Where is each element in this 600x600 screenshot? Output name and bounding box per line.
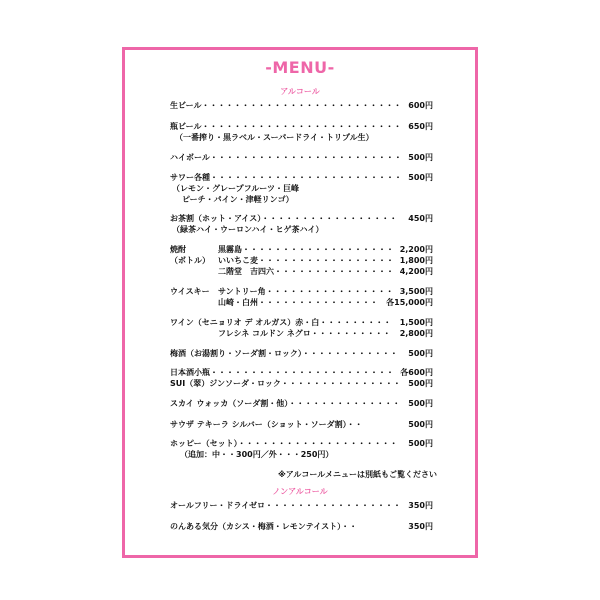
item-name: のんある気分（カシス・梅酒・レモンテイスト）・・ [170,522,358,531]
menu-title: -MENU- [265,58,335,77]
item-name: サワー各種・・・・・・・・・・・・・・・・・・・・・・・・ [170,173,402,182]
item-name: 生ビール・・・・・・・・・・・・・・・・・・・・・・・・・ [170,101,402,110]
item-price: 各15,000円 [386,298,433,307]
item-name: お茶割（ホット・アイス）・・・・・・・・・・・・・・・・・ [170,214,398,223]
item-name: 日本酒小瓶・・・・・・・・・・・・・・・・・・・・・・・ [170,368,394,377]
item-price: 500円 [408,349,433,358]
item-price: 4,200円 [399,267,433,276]
item-price: 500円 [408,173,433,182]
whisky-label: ウイスキー [170,287,210,296]
item-price: 2,200円 [399,245,433,254]
item-price: 500円 [408,439,433,448]
item-name: サウザ テキーラ シルバー（ショット・ソーダ割）・・ [170,420,363,429]
item-name: オールフリー・ドライゼロ・・・・・・・・・・・・・・・・・ [170,501,402,510]
item-note: （緑茶ハイ・ウーロンハイ・ヒゲ茶ハイ） [172,225,324,234]
section-non-alcohol: ノンアルコール [272,487,328,496]
item-name: ホッピー（セット）・・・・・・・・・・・・・・・・・・・・ [170,439,398,448]
item-name: サントリー角・・・・・・・・・・・・・・・・ [218,287,394,296]
shochu-label: 焼酎 [170,245,186,254]
item-price: 600円 [408,101,433,110]
item-price: 500円 [408,399,433,408]
item-price: 650円 [408,122,433,131]
item-price: 2,800円 [399,329,433,338]
item-price: 350円 [408,522,433,531]
alcohol-menu-note: ※アルコールメニューは別紙もご覧ください [277,470,437,479]
item-price: 各600円 [400,368,433,377]
item-name: ワイン（セニョリオ デ オルガス）赤・白・・・・・・・・・ [170,318,392,327]
item-name: フレシネ コルドン ネグロ・・・・・・・・・・ [218,329,391,338]
item-name: 梅酒（お湯割り・ソーダ割・ロック）・・・・・・・・・・・・ [170,349,398,358]
item-price: 500円 [408,420,433,429]
item-name: 二階堂 吉四六・・・・・・・・・・・・・・・ [218,267,394,276]
item-note: （レモン・グレープフルーツ・巨峰 [172,184,299,193]
item-price: 3,500円 [399,287,433,296]
shochu-label-bottle: （ボトル） [170,256,210,265]
item-note: ピーチ・パイン・津軽リンゴ） [182,195,294,204]
item-name: SUI（翠）ジンソーダ・ロック・・・・・・・・・・・・・・・ [170,379,401,388]
item-price: 450円 [408,214,433,223]
item-note: （一番搾り・黒ラベル・スーパードライ・トリプル生） [175,133,374,142]
item-name: 黒霧島・・・・・・・・・・・・・・・・・・・ [218,245,394,254]
item-note: （追加：中・・300円／外・・・250円） [180,450,334,459]
item-name: いいちこ麦・・・・・・・・・・・・・・・・・ [218,256,394,265]
item-name: 瓶ビール・・・・・・・・・・・・・・・・・・・・・・・・・ [170,122,402,131]
item-name: ハイボール・・・・・・・・・・・・・・・・・・・・・・・・ [170,153,402,162]
item-price: 1,500円 [399,318,433,327]
item-name: スカイ ウォッカ（ソーダ割・他）・・・・・・・・・・・・・・ [170,399,401,408]
section-alcohol: アルコール [280,87,320,96]
item-name: 山崎・白州・・・・・・・・・・・・・・・ [218,298,378,307]
item-price: 1,800円 [399,256,433,265]
item-price: 500円 [408,153,433,162]
item-price: 500円 [408,379,433,388]
item-price: 350円 [408,501,433,510]
